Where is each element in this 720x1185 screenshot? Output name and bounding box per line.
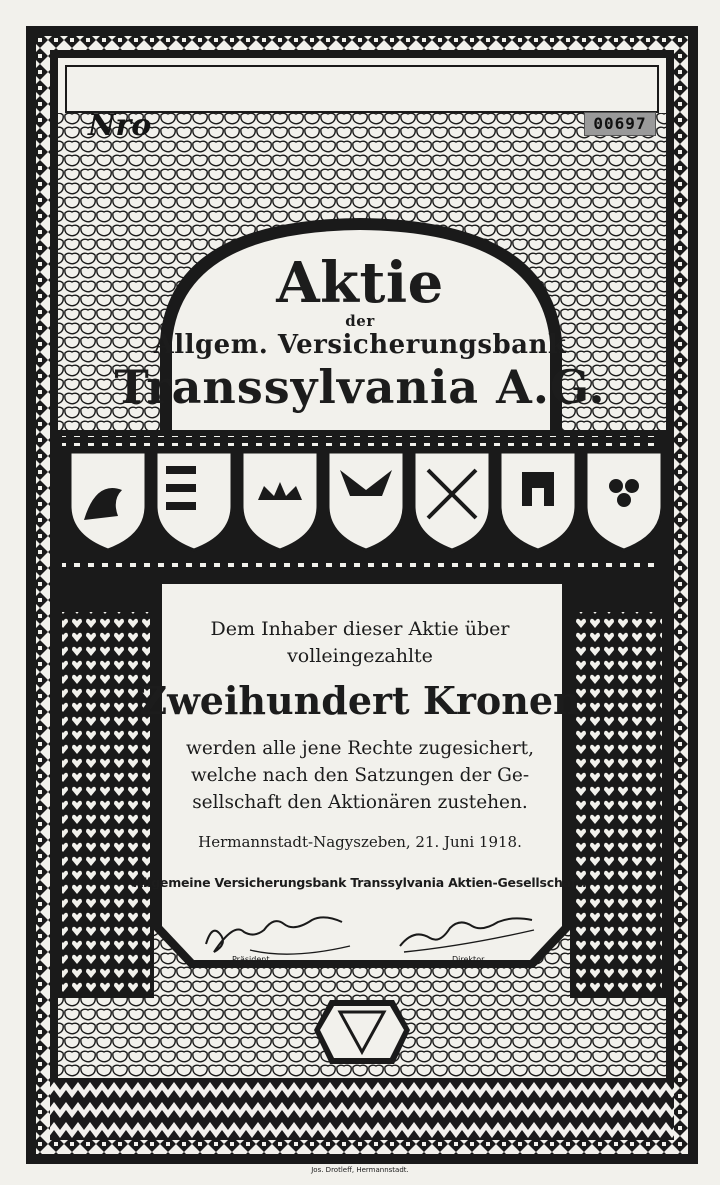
body-line-1: Dem Inhaber dieser Aktie über bbox=[210, 618, 510, 640]
director-label: Direktor bbox=[452, 955, 485, 964]
title-aktie: Aktie bbox=[276, 250, 444, 316]
body-line-4: welche nach den Satzungen der Ge- bbox=[190, 765, 530, 786]
body-line-2: volleingezahlte bbox=[287, 645, 433, 667]
monogram-emblem bbox=[314, 1000, 410, 1064]
certificate-number: 00697 bbox=[584, 112, 656, 136]
title-der: der bbox=[345, 312, 375, 330]
amount: Zweihundert Kronen bbox=[139, 678, 581, 723]
company-name-line: Allgemeine Versicherungsbank Transsylvania Aktien-Gesellschaft. bbox=[133, 875, 587, 890]
title-bank: Allgem. Versicherungsbank bbox=[153, 330, 567, 360]
body-line-5: sellschaft den Aktionären zustehen. bbox=[192, 792, 528, 813]
place-date: Hermannstadt-Nagyszeben, 21. Juni 1918. bbox=[198, 833, 522, 851]
title-company-name: Transsylvania A.G. bbox=[114, 360, 606, 414]
number-label: Nro bbox=[88, 108, 152, 143]
president-label: Präsident bbox=[232, 955, 270, 964]
printer-imprint: Jos. Drotleff, Hermannstadt. bbox=[311, 1166, 409, 1174]
body-line-3: werden alle jene Rechte zugesichert, bbox=[186, 738, 534, 759]
